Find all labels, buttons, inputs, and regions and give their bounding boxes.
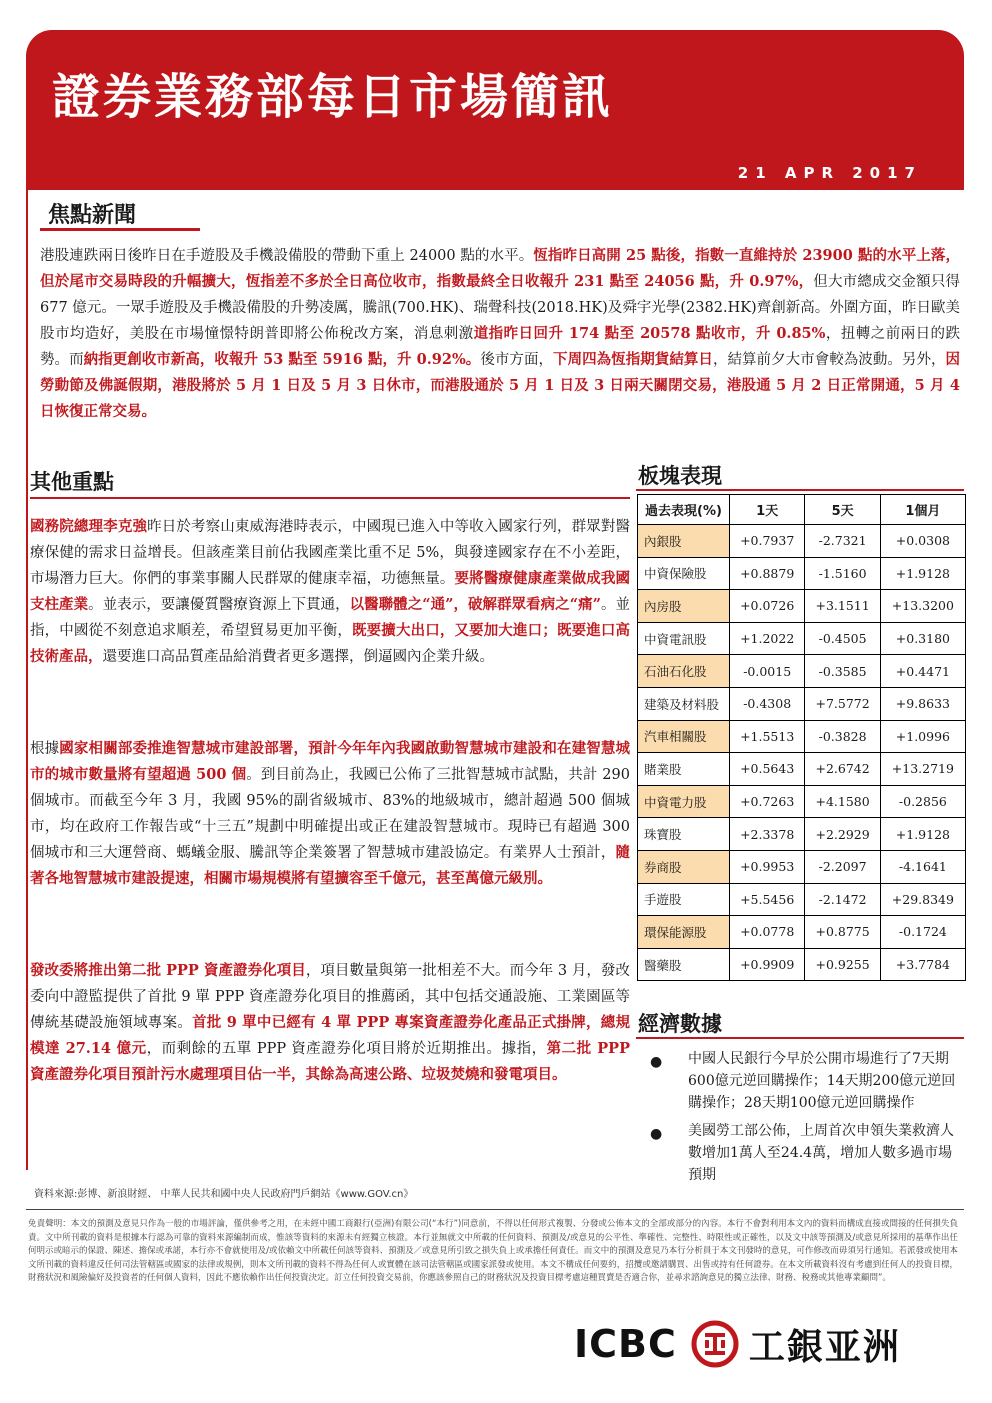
body-text: 。並表示，要讓優質醫療資源上下貫通， (88, 597, 350, 613)
table-row (638, 916, 966, 949)
list-item (648, 1120, 960, 1186)
sector-table-body (638, 525, 966, 981)
highlighted-text: 既要擴大出口，又要加大進口；既要進口高技術產品， (30, 622, 631, 665)
value-5d-cell: -0.3828 (805, 720, 880, 753)
bullet-icon: ● (650, 1054, 663, 1070)
col-header-1m: 1個月 (880, 495, 965, 525)
sector-performance-heading: 板塊表現 (638, 464, 722, 488)
highlighted-text: 第二批 PPP 資產證券化項目預計污水處理項目佔一半，其餘為高速公路、垃圾焚燒和發電項目。 (30, 1040, 630, 1083)
value-1m-cell: +1.9128 (880, 818, 965, 851)
value-5d-cell: +7.5772 (805, 687, 880, 720)
value-1m-cell: +1.9128 (880, 557, 965, 590)
icbc-logo-mark-icon (691, 1320, 739, 1368)
disclaimer-text: 免責聲明：本文的預測及意見只作為一般的市場評論，僅供參考之用，在未經中國工商銀行(亞洲)有限公司(“本行”)同意前，不得以任何形式複製、分發或公佈本文的全部或部分的內容。本行不會對利用本文內的資料而構成直接或間接的任何損失負責。文中所刊載的資料是根據本行認為可靠的資料來源編制而成，惟該等資料的來源未有經獨立核證。本行並無就文中所載的任何資料、預測及/或意見的公平性、準確性、完整性、時限性或正確性，以及文中該等預測及/或意見所採用的基準作出任何明示或暗示的保證、陳述、擔保或承諾，本行亦不會就使用及/或依賴文中所載任何該等資料、預測及／或意見所引致之損失負上或承擔任何責任。而文中的預測及意見乃本行分析員于本文刊發時的意見，可作修改而毋須另行通知。若派發或使用本文所刊載的資料違反任何司法管轄區或國家的法律或規例，則本文所刊載的資料不得為任何人或實體在該司法管轄區或國家派發或使用。本文不構成任何要約，招攬或邀請購買、出售或持有任何證券。在本文所載資料沒有考慮到任何人的投資目標，財務狀況和風險偏好及投資者的任何個人資料，因此不應依賴作出任何投資決定。訂立任何投資交易前，你應該參照自己的財務狀況及投資目標考慮這種買賣是否適合你，並尋求諮詢意見的獨立法律、財務、稅務或其他專業顧問”。 (28, 1219, 958, 1283)
highlighted-text: 發改委將推出第二批 PPP 資產證券化項目 (30, 962, 306, 979)
value-1m-cell: +13.2719 (880, 753, 965, 786)
page-title: 證券業務部每日市場簡訊 (52, 69, 614, 125)
body-text: 還要進口高品質產品給消費者更多選擇，倒逼國內企業升級。 (102, 649, 494, 665)
table-row (638, 753, 966, 786)
other-heading-underline (30, 497, 630, 499)
value-1d-cell: -0.0015 (730, 655, 805, 688)
highlighted-text: 要將醫療健康產業做成我國支柱產業 (30, 570, 631, 613)
sector-name-cell: 內銀股 (638, 525, 730, 558)
highlighted-text: 因勞動節及佛誕假期，港股將於 5 月 1 日及 5 月 3 日休市，而港股通於 5 月 1 日及 3 日兩天關閉交易，港股通 5 月 2 日正常開通，5 月 4 日恢復正常交易。 (40, 351, 961, 420)
value-1d-cell: +0.8879 (730, 557, 805, 590)
table-row (638, 557, 966, 590)
other-highlights-heading: 其他重點 (30, 470, 114, 494)
value-5d-cell: +3.1511 (805, 590, 880, 623)
table-row (638, 720, 966, 753)
body-text: 但大市總成交金額只得 677 億元。一眾手遊股及手機設備股的升勢凌厲，騰訊(700.HK)、瑞聲科技(2018.HK)及舜宇光學(2382.HK)齊創新高。外圍方面，昨日歐美股市均造好，美股在市場憧憬特朗普即將公佈稅改方案，消息刺激 (40, 274, 961, 342)
value-5d-cell: -2.1472 (805, 883, 880, 916)
value-1d-cell: -0.4308 (730, 687, 805, 720)
left-accent-rule (26, 190, 28, 1170)
list-item (648, 1048, 960, 1114)
highlighted-text: 納指更創收市新高，收報升 53 點至 5916 點，升 0.92%。 (83, 351, 481, 368)
value-1d-cell: +0.0726 (730, 590, 805, 623)
icbc-logo (574, 1318, 901, 1370)
table-row (638, 590, 966, 623)
other-paragraph-1 (30, 514, 630, 670)
table-row (638, 850, 966, 883)
logo-chinese-name: 工銀亚洲 (748, 1326, 901, 1368)
other-paragraph-3 (30, 958, 630, 1088)
highlighted-text: 國家相關部委推進智慧城市建設部署，預計今年年內我國啟動智慧城市建設和在建智慧城市的城市數量將有望超過 500 個 (30, 740, 631, 783)
sector-name-cell: 環保能源股 (638, 916, 730, 949)
sector-name-cell: 醫藥股 (638, 948, 730, 981)
highlighted-text: 恆指昨日高開 25 點後，指數一直維持於 23900 點的水平上落，但於尾市交易時段的升幅擴大，恆指差不多於全日高位收市，指數最終全日收報升 231 點至 24056 點，升 0.97%， (40, 247, 960, 290)
value-1d-cell: +5.5456 (730, 883, 805, 916)
highlighted-text: 道指昨日回升 174 點至 20578 點收市，升 0.85% (473, 325, 826, 342)
value-1m-cell: -0.1724 (880, 916, 965, 949)
body-text: 後市方面， (480, 352, 554, 368)
value-1m-cell: +3.7784 (880, 948, 965, 981)
body-text: 昨日於考察山東威海港時表示，中國現已進入中等收入國家行列，群眾對醫療保健的需求日益增長。但該產業目前佔我國產業比重不足 5%，與發達國家存在不小差距，市場潛力巨大。你們的事業事關人民群眾的健康幸福，功德無量。 (30, 519, 631, 587)
sector-name-cell: 石油石化股 (638, 655, 730, 688)
body-text: 。到目前為止，我國已公佈了三批智慧城市試點，共計 290 個城市。而截至今年 3 月，我國 95%的副省級城市、83%的地級城市，總計超過 500 個城市，均在政府工作報告或“十三五”規劃中明確提出或正在建設智慧城市。現時已有超過 300 個城市和三大運營商、螞蟻金服、騰訊等企業簽署了智慧城市建設協定。有業界人士預計， (30, 767, 630, 861)
sector-heading-underline (636, 489, 964, 491)
value-1d-cell: +0.7937 (730, 525, 805, 558)
value-1m-cell: +29.8349 (880, 883, 965, 916)
value-1d-cell: +2.3378 (730, 818, 805, 851)
highlighted-text: 國務院總理李克強 (30, 518, 148, 535)
value-1d-cell: +0.9953 (730, 850, 805, 883)
body-text: ，扭轉之前兩日的跌勢。而 (40, 326, 961, 368)
value-5d-cell: -1.5160 (805, 557, 880, 590)
economic-data-list (648, 1048, 960, 1192)
value-1d-cell: +0.7263 (730, 785, 805, 818)
body-text: ，而剩餘的五單 PPP 資產證券化項目將於近期推出。據指， (146, 1041, 547, 1057)
body-text: ，項目數量與第一批相差不大。而今年 3 月，發改委向中證監提供了首批 9 單 PPP 資產證券化項目的推薦函，其中包括交通設施、工業園區等傳統基礎設施領域專案。 (30, 963, 630, 1031)
sector-name-cell: 建築及材料股 (638, 687, 730, 720)
sector-performance-table (637, 494, 966, 981)
economic-item-text: 中國人民銀行今早於公開市場進行了7天期600億元逆回購操作；14天期200億元逆回購操作；28天期100億元逆回購操作 (688, 1051, 956, 1111)
table-row (638, 818, 966, 851)
body-text: 。並指，中國從不刻意追求順差，希望貿易更加平衡， (30, 597, 630, 639)
value-1m-cell: +0.4471 (880, 655, 965, 688)
value-1m-cell: +0.0308 (880, 525, 965, 558)
sector-name-cell: 中資電力股 (638, 785, 730, 818)
value-1m-cell: -4.1641 (880, 850, 965, 883)
value-1d-cell: +1.2022 (730, 622, 805, 655)
value-1m-cell: +0.3180 (880, 622, 965, 655)
col-header-period: 過去表現(%) (638, 495, 730, 525)
col-header-1d: 1天 (730, 495, 805, 525)
value-5d-cell: +0.8775 (805, 916, 880, 949)
body-text: 港股連跌兩日後昨日在手遊股及手機設備股的帶動下重上 24000 點的水平。 (40, 248, 534, 264)
value-5d-cell: -2.2097 (805, 850, 880, 883)
sector-name-cell: 內房股 (638, 590, 730, 623)
footer-divider (26, 1209, 964, 1210)
economic-data-heading: 經濟數據 (638, 1012, 722, 1036)
col-header-5d: 5天 (805, 495, 880, 525)
other-paragraph-2 (30, 736, 630, 892)
value-1m-cell: +9.8633 (880, 687, 965, 720)
value-1d-cell: +0.9909 (730, 948, 805, 981)
sector-name-cell: 手遊股 (638, 883, 730, 916)
value-5d-cell: +2.6742 (805, 753, 880, 786)
logo-english-name: ICBC (574, 1322, 677, 1366)
body-text: 根據 (30, 741, 60, 757)
sector-name-cell: 中資電訊股 (638, 622, 730, 655)
value-1m-cell: +13.3200 (880, 590, 965, 623)
table-row (638, 622, 966, 655)
highlighted-text: 下周四為恆指期貨結算日 (553, 351, 713, 368)
economic-heading-underline (636, 1037, 964, 1039)
value-5d-cell: +0.9255 (805, 948, 880, 981)
report-date: 21 APR 2017 (737, 164, 922, 182)
value-5d-cell: +2.2929 (805, 818, 880, 851)
sector-name-cell: 券商股 (638, 850, 730, 883)
sector-name-cell: 珠寶股 (638, 818, 730, 851)
highlighted-text: 隨著各地智慧城市建設提速，相關市場規模將有望擴容至千億元，甚至萬億元級別。 (30, 844, 630, 887)
table-header-row (638, 495, 966, 525)
value-1d-cell: +1.5513 (730, 720, 805, 753)
body-text: ，結算前夕大市會較為波動。另外， (712, 352, 946, 368)
focus-heading-underline (40, 228, 200, 231)
table-row (638, 687, 966, 720)
sector-name-cell: 中資保險股 (638, 557, 730, 590)
focus-news-heading: 焦點新聞 (48, 203, 137, 228)
sector-name-cell: 賭業股 (638, 753, 730, 786)
value-5d-cell: -0.4505 (805, 622, 880, 655)
value-1d-cell: +0.5643 (730, 753, 805, 786)
bullet-icon: ● (650, 1126, 663, 1142)
table-row (638, 655, 966, 688)
table-row (638, 883, 966, 916)
sector-name-cell: 汽車相關股 (638, 720, 730, 753)
value-1m-cell: +1.0996 (880, 720, 965, 753)
table-row (638, 948, 966, 981)
value-1d-cell: +0.0778 (730, 916, 805, 949)
value-5d-cell: -2.7321 (805, 525, 880, 558)
value-5d-cell: -0.3585 (805, 655, 880, 688)
value-1m-cell: -0.2856 (880, 785, 965, 818)
data-source-note: 資料來源:彭博、新浪財經、 中華人民共和國中央人民政府門戶網站《www.GOV.cn》 (34, 1189, 414, 1200)
table-row (638, 785, 966, 818)
table-row (638, 525, 966, 558)
highlighted-text: 首批 9 單中已經有 4 單 PPP 專案資產證券化產品正式掛牌，總規模達 27.14 億元 (30, 1014, 630, 1057)
economic-item-text: 美國勞工部公佈，上周首次申領失業救濟人數增加1萬人至24.4萬，增加人數多過市場預期 (688, 1123, 954, 1183)
value-5d-cell: +4.1580 (805, 785, 880, 818)
focus-news-paragraph (40, 243, 960, 425)
highlighted-text: 以醫聯體之“通”，破解群眾看病之“痛” (349, 596, 601, 613)
